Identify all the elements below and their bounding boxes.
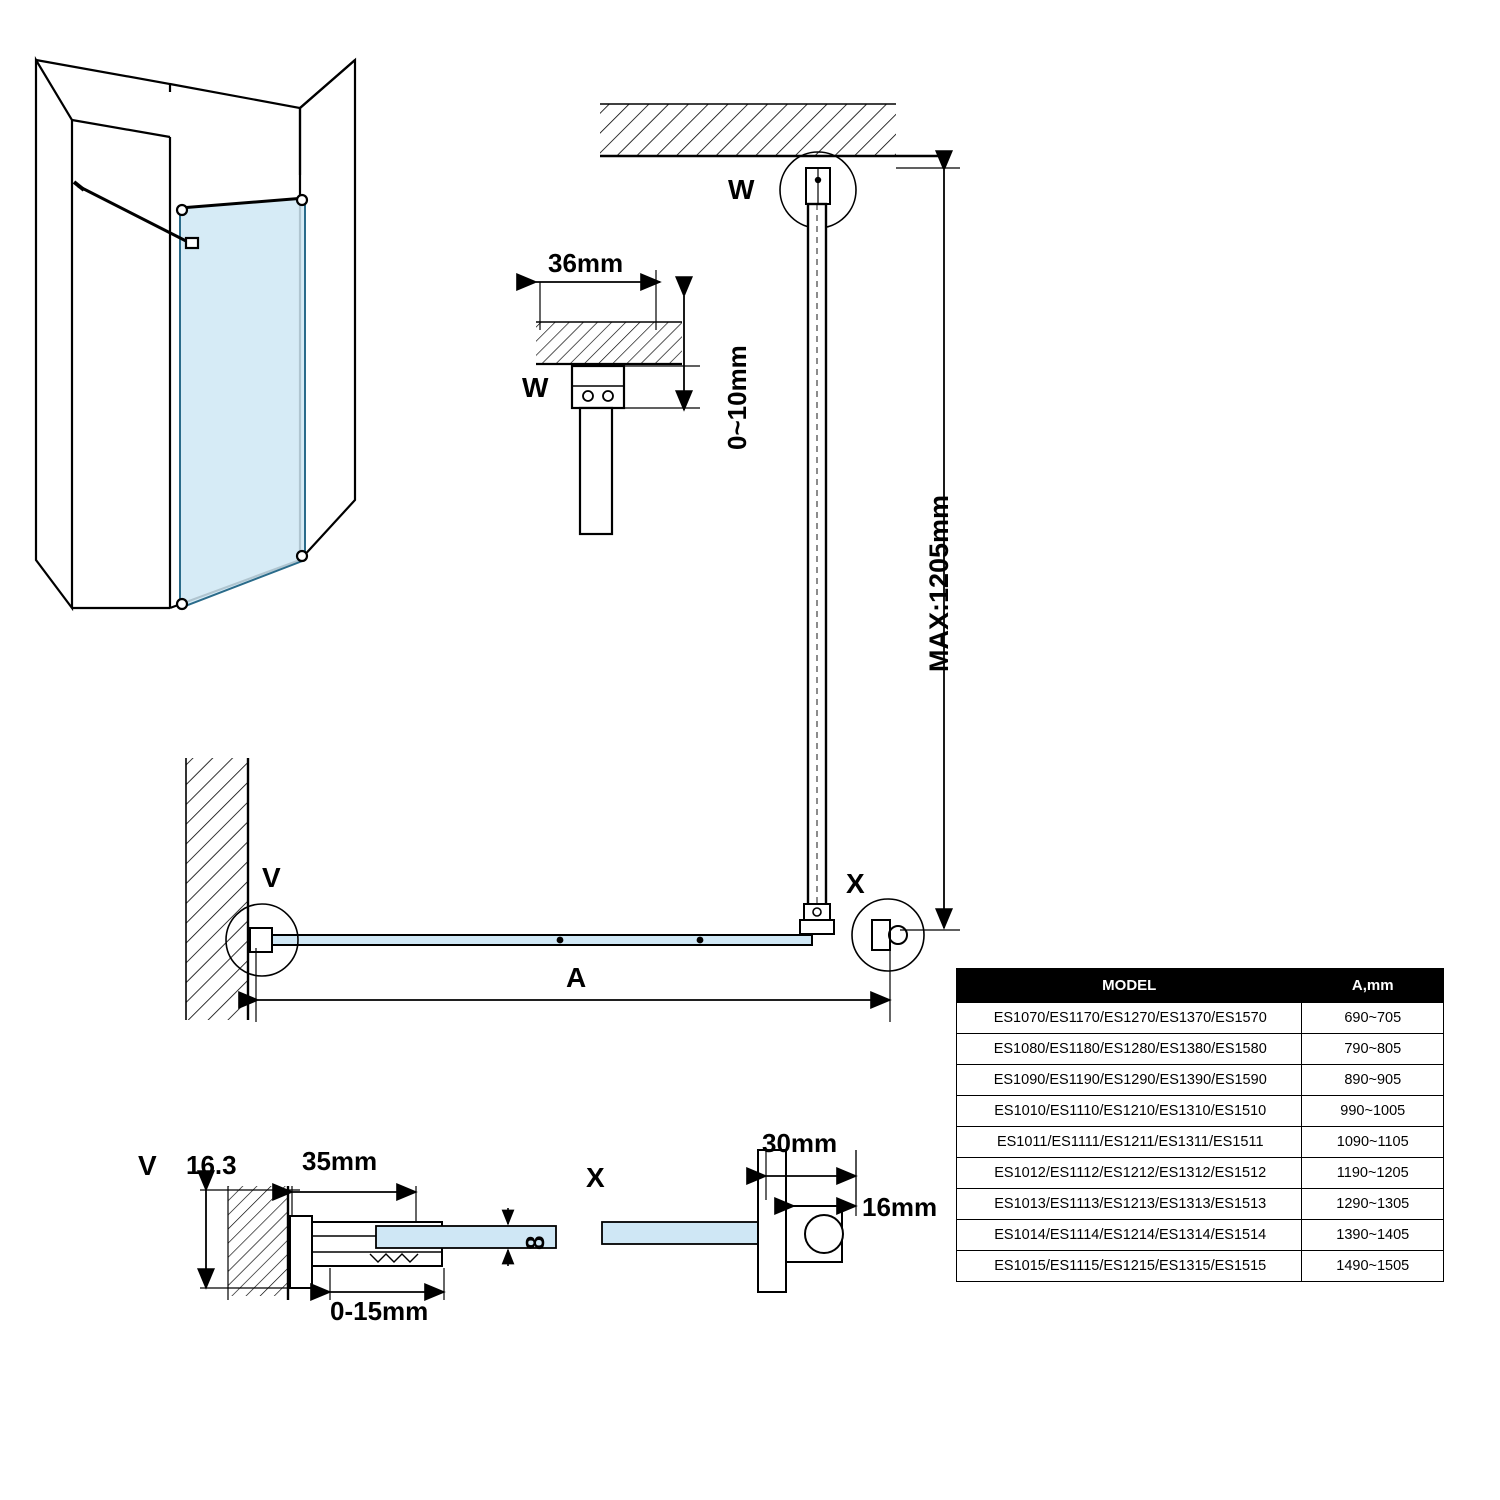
cell-model: ES1012/ES1112/ES1212/ES1312/ES1512 [957,1158,1302,1189]
perspective-view [36,60,355,609]
dimension-16mm: 16mm [862,1192,938,1222]
label-w-detail: W [522,372,549,403]
cell-a: 1090~1105 [1302,1127,1444,1158]
dimension-35mm: 35mm [302,1146,378,1176]
label-v-top: V [262,862,281,893]
x-detail [602,1150,856,1292]
label-v-detail: V [138,1150,157,1181]
table-row [957,1065,1444,1096]
cell-model: ES1015/ES1115/ES1215/ES1315/ES1515 [957,1251,1302,1282]
cell-a: 1490~1505 [1302,1251,1444,1282]
cell-model: ES1080/ES1180/ES1280/ES1380/ES1580 [957,1034,1302,1065]
column-header-a: A,mm [1302,969,1444,1003]
cell-a: 790~805 [1302,1034,1444,1065]
dimension-glass-thickness: 8 [520,1235,550,1250]
label-w-top: W [728,174,755,205]
table-header-row [957,969,1444,1003]
plan-view-a [186,758,890,1022]
model-spec-table [956,968,1444,1282]
cell-model: ES1070/ES1170/ES1270/ES1370/ES1570 [957,1003,1302,1034]
vertical-support-view [600,104,960,971]
dimension-0-10mm: 0~10mm [722,345,752,450]
table-row [957,1096,1444,1127]
dimension-0-15mm: 0-15mm [330,1296,429,1326]
cell-a: 1290~1305 [1302,1189,1444,1220]
label-x-top: X [846,868,865,899]
table-row [957,1034,1444,1065]
label-x-detail: X [586,1162,605,1193]
cell-model: ES1090/ES1190/ES1290/ES1390/ES1590 [957,1065,1302,1096]
dimension-max-height: MAX:1205mm [924,494,954,672]
dimension-36mm: 36mm [548,248,624,278]
cell-a: 890~905 [1302,1065,1444,1096]
column-header-model: MODEL [957,969,1302,1003]
v-detail [200,1186,556,1300]
cell-a: 1390~1405 [1302,1220,1444,1251]
table-row [957,1189,1444,1220]
table-row [957,1158,1444,1189]
cell-a: 1190~1205 [1302,1158,1444,1189]
dimension-30mm: 30mm [762,1128,838,1158]
dimension-a: A [566,962,587,993]
table-row [957,1251,1444,1282]
table-row [957,1220,1444,1251]
dimension-16-3: 16.3 [186,1150,237,1180]
cell-a: 990~1005 [1302,1096,1444,1127]
cell-a: 690~705 [1302,1003,1444,1034]
cell-model: ES1013/ES1113/ES1213/ES1313/ES1513 [957,1189,1302,1220]
cell-model: ES1011/ES1111/ES1211/ES1311/ES1511 [957,1127,1302,1158]
w-bracket-detail [536,270,700,534]
table-row [957,1127,1444,1158]
cell-model: ES1010/ES1110/ES1210/ES1310/ES1510 [957,1096,1302,1127]
cell-model: ES1014/ES1114/ES1214/ES1314/ES1514 [957,1220,1302,1251]
table-row [957,1003,1444,1034]
